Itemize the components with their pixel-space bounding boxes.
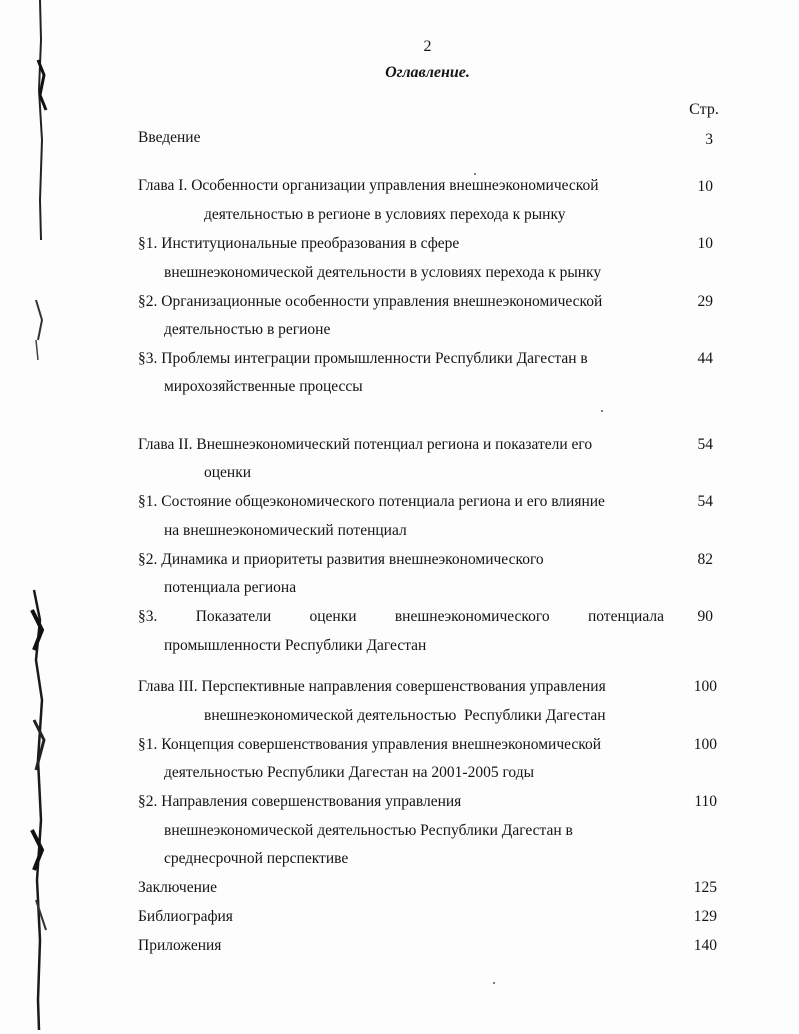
toc-entry-page: 82 [697,551,713,568]
toc-entry-text: §3. Проблемы интеграции промышленности Республики Дагестан в [138,350,588,367]
toc-entry-page: 10 [697,235,713,252]
toc-entry-word: оценки [309,608,357,625]
toc-entry-text: деятельностью Республики Дагестан на 2001-2005 годы [164,764,535,781]
toc-entry-text: Глава III. Перспективные направления совершенствования управления [138,678,606,695]
toc-entry-text: §1. Институциональные преобразования в сфере [138,235,460,252]
toc-entry-word: Показатели [195,608,272,625]
toc-entry-text: §1. Концепция совершенствования управления внешнеэкономической [138,736,602,753]
toc-entry-text: §1. Состояние общеэкономического потенциала региона и его влияние [138,493,605,510]
toc-title: Оглавление. [385,64,470,81]
toc-entry-page: 44 [697,350,713,367]
toc-entry-text: промышленности Республики Дагестан [164,637,427,654]
toc-entry-page: 10 [697,178,713,195]
toc-entry-text: Библиография [138,908,233,925]
toc-entry-word: внешнеэкономического [394,608,550,625]
toc-entry-page: 100 [693,736,717,753]
toc-entry-page: 54 [697,493,713,510]
toc-entry-text: потенциала региона [164,579,297,596]
toc-entry-page: 125 [693,879,717,896]
toc-entry-word: потенциала [587,608,664,625]
toc-entry-text: деятельностью в регионе [164,321,331,338]
toc-entry-text: внешнеэкономической деятельностью Республики Дагестан [204,707,606,724]
page-number: 2 [423,38,432,55]
toc-entry-word: §3. [138,608,158,625]
toc-entry-text: среднесрочной перспективе [164,850,349,867]
toc-entry-text: деятельностью в регионе в условиях перехода к рынку [204,206,566,223]
toc-entry-text: Заключение [138,879,218,896]
toc-entry-text: §2. Направления совершенствования управления [138,793,462,810]
toc-entry-page: 110 [694,793,717,810]
toc-entry-page: 54 [697,436,713,453]
toc-entry-text: внешнеэкономической деятельности в условиях перехода к рынку [164,264,602,281]
toc-entry-page: 100 [693,678,717,695]
toc-entry-page: 29 [697,293,713,310]
toc-entry-text: внешнеэкономической деятельностью Республики Дагестан в [164,822,573,839]
toc-entry-page: 90 [697,608,713,625]
toc-entry-page: 3 [705,131,713,148]
scan-speck [601,410,603,412]
toc-entry-page: 140 [693,937,717,954]
toc-entry-text: оценки [204,464,252,481]
toc-entry-text: Введение [138,129,201,146]
scan-binding-edge [28,0,68,1034]
toc-entry-text: на внешнеэкономический потенциал [164,522,407,539]
scan-speck [493,982,495,984]
toc-entry-text: §2. Динамика и приоритеты развития внешнеэкономического [138,551,544,568]
page-column-header: Стр. [689,101,719,118]
toc-entry-justified-line [138,607,664,627]
toc-entry-text: Приложения [138,937,222,954]
toc-entry-text: мирохозяйственные процессы [164,378,363,395]
toc-entry-text: Глава I. Особенности организации управления внешнеэкономической [138,177,599,194]
toc-entry-text: §2. Организационные особенности управления внешнеэкономической [138,293,603,310]
scan-speck [474,173,476,175]
toc-entry-text: Глава II. Внешнеэкономический потенциал региона и показатели его [138,436,593,453]
toc-entry-page: 129 [693,908,717,925]
